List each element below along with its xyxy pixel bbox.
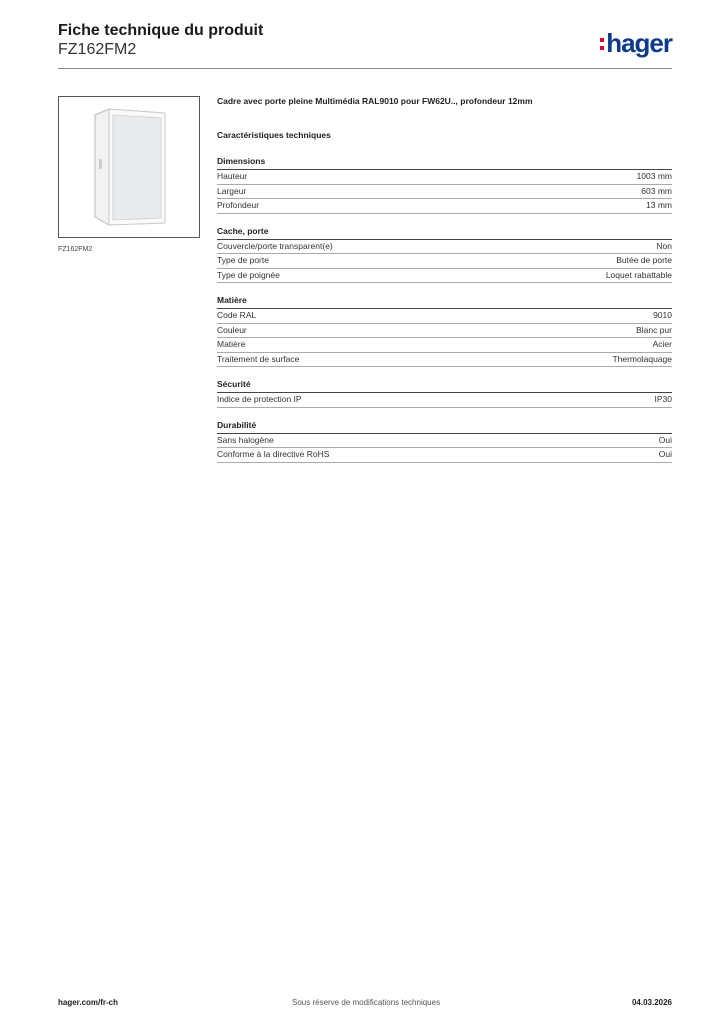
specs-heading: Caractéristiques techniques [217,130,331,140]
spec-value: 9010 [653,310,672,320]
hager-logo [600,28,672,59]
spec-row [217,353,672,368]
spec-row [217,269,672,284]
door-frame-icon [59,97,199,237]
logo-text: hager [606,28,672,58]
document-title: Fiche technique du produit [58,22,264,39]
spec-row [217,170,672,185]
footer-date: 04.03.2026 [631,998,672,1007]
group-title: Dimensions [217,156,672,170]
spec-value: 1003 mm [636,171,672,181]
page-header [58,20,672,68]
spec-group-dimensions [217,156,672,214]
spec-row [217,338,672,353]
spec-group-durability [217,420,672,463]
spec-value: 13 mm [646,200,672,210]
spec-label: Largeur [217,185,247,196]
spec-group-cover-door [217,226,672,284]
spec-label: Profondeur [217,200,260,210]
spec-label: Sans halogène [217,434,274,445]
spec-content [217,96,672,463]
spec-label: Conforme à la directive RoHS [217,449,330,459]
spec-label: Hauteur [217,171,248,181]
spec-value: IP30 [654,394,672,404]
spec-label: Code RAL [217,310,257,320]
group-title: Durabilité [217,420,672,434]
image-caption: FZ162FM2 [58,246,93,253]
header-divider [58,68,672,69]
group-title: Matière [217,295,672,309]
spec-value: Blanc pur [636,324,672,335]
logo-dots-icon [600,34,604,54]
footer-url[interactable]: hager.com/fr-ch [58,998,119,1007]
spec-value: Loquet rabattable [605,269,672,280]
spec-row [217,434,672,449]
product-reference: FZ162FM2 [58,41,137,58]
page-footer [58,996,672,1012]
spec-label: Type de porte [217,255,269,265]
spec-label: Traitement de surface [217,353,300,364]
spec-value: Non [656,240,672,251]
spec-row [217,309,672,324]
spec-row [217,448,672,463]
spec-row [217,199,672,214]
spec-value: Oui [658,449,672,459]
spec-label: Couvercle/porte transparent(e) [217,240,333,251]
spec-value: Thermolaquage [612,353,672,364]
spec-row [217,324,672,339]
spec-label: Matière [217,339,246,349]
spec-value: Acier [652,339,672,349]
product-image [58,96,200,238]
spec-value: 603 mm [641,185,672,196]
product-description: Cadre avec porte pleine Multimédia RAL9010 pour FW62U.., profondeur 12mm [217,96,533,106]
group-title: Sécurité [217,379,672,393]
spec-label: Indice de protection IP [217,394,302,404]
spec-value: Butée de porte [616,255,672,265]
spec-row [217,240,672,255]
spec-group-security [217,379,672,408]
spec-label: Type de poignée [217,269,280,280]
footer-note: Sous réserve de modifications techniques [292,998,441,1007]
spec-value: Oui [658,434,672,445]
spec-row [217,254,672,269]
spec-row [217,393,672,408]
group-title: Cache, porte [217,226,672,240]
spec-label: Couleur [217,324,247,335]
spec-group-material [217,295,672,367]
spec-row [217,185,672,200]
